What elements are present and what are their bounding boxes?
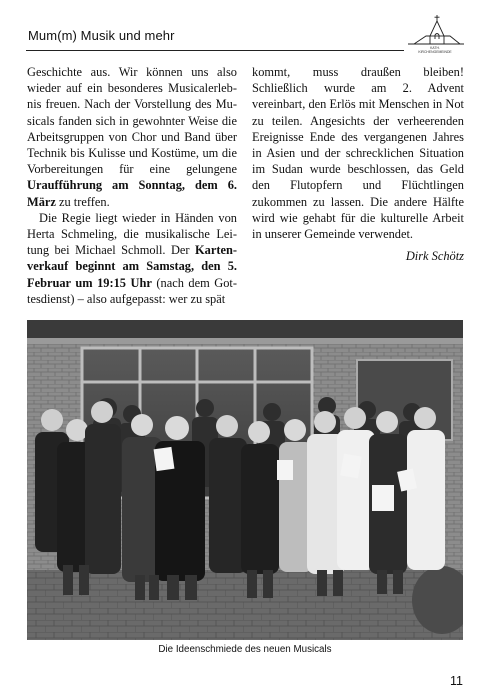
group-photo-image <box>27 320 463 640</box>
paragraph-text: (nach dem Gottesdienst) – also aufgepasst: wer zu spät <box>27 275 238 306</box>
header-rule <box>26 50 404 51</box>
author-signature: Dirk Schötz <box>405 249 464 264</box>
page-number: 11 <box>450 674 463 688</box>
logo-text-line: KIRCHENGEMEINDE <box>418 50 452 54</box>
paragraph-text: zu treffen. <box>55 194 110 209</box>
article-paragraph <box>27 64 237 210</box>
premiere-date: Uraufführung am Sonntag, dem 6. März <box>27 178 237 209</box>
church-logo-icon <box>404 14 466 62</box>
article-column-right <box>252 64 464 264</box>
ticket-sale-date: Kartenverkauf beginnt am Samstag, den 5. Februar um 19:15 Uhr <box>27 243 237 290</box>
logo-text-line: KATH. <box>430 46 440 50</box>
church-logo-caption <box>404 46 466 54</box>
paragraph-text: Geschichte aus. Wir können uns also wieder auf ein besonderes Musicalerlebnis freuen. Nach der Vorstellung des Musicals fanden sich in gewohnter Weise die Arbeitsgruppen von Chor und Band über Technik bis Kulisse und Kostüme, um die Vorbereitungen für eine gelungene <box>27 65 237 177</box>
paragraph-text: Die Regie liegt wieder in Händen von Herta Schmeling, die musikalische Leitung bei Michael Schmoll. Der <box>27 210 237 258</box>
running-header-title: Mum(m) Musik und mehr <box>28 28 175 43</box>
article-column-left <box>27 64 237 307</box>
article-paragraph <box>27 210 237 307</box>
article-paragraph: kommt, muss draußen bleiben! Schließlich wurde am 2. Advent vereinbart, den Erlös mit Menschen in Not zu teilen. Angesichts der verheerenden Ereignisse Ende des vergangenen Jahres in Asien und der schrecklichen Situation im Sudan wurde beschlossen, das Geld den Flutopfern und Flüchtlingen zukommen zu lassen. Die andere Hälfte wird wie gehabt für die kulturelle Arbeit in unserer Gemeinde verwendet. <box>252 65 464 242</box>
photo-caption: Die Ideenschmiede des neuen Musicals <box>158 644 332 655</box>
group-photo <box>27 320 463 640</box>
